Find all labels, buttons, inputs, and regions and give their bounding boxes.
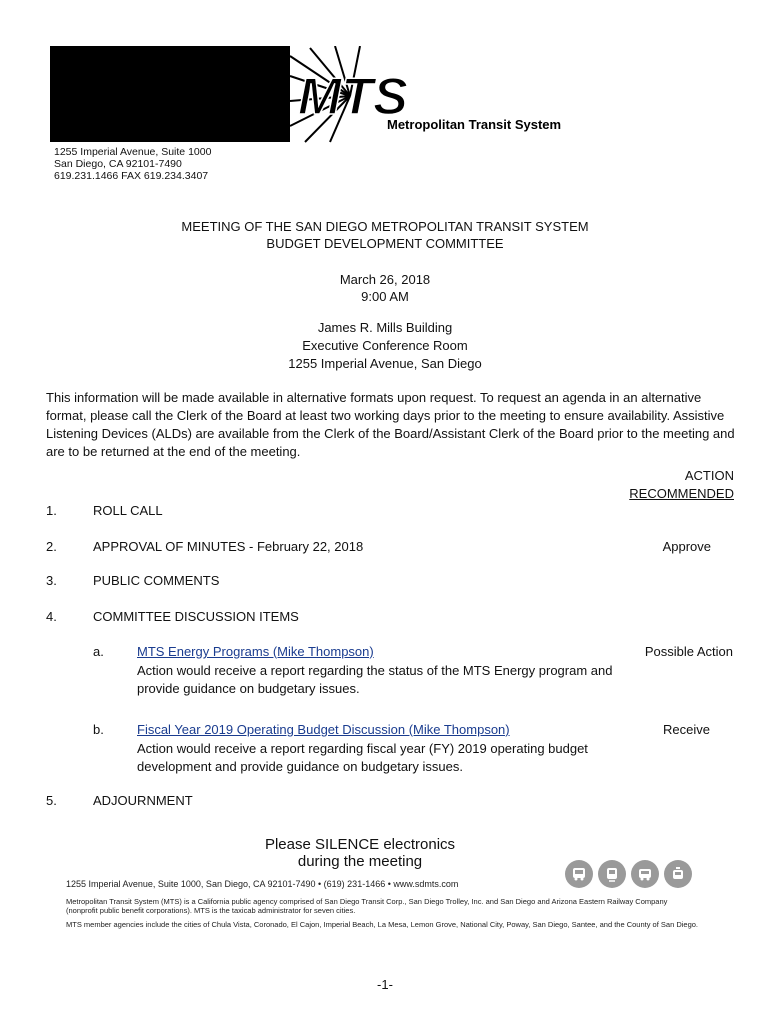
agenda-item-roll-call: ROLL CALL <box>93 503 163 518</box>
agenda-item-discussion: COMMITTEE DISCUSSION ITEMS <box>93 609 299 624</box>
agenda-item-public-comments: PUBLIC COMMENTS <box>93 573 220 588</box>
agenda-item-adjournment: ADJOURNMENT <box>93 793 193 808</box>
accessibility-notice: This information will be made available in alternative formats upon request. To request an agenda in an alternative format, please call the Clerk of the Board at least two working days prior to the meeting to ensure availability. Assistive Listening Devices (ALDs) are available from the Clerk of the Board/Assistant Clerk of the Board prior to the meeting and are to be returned at the end of the meeting. <box>46 390 735 459</box>
sub-item-description: Action would receive a report regarding the status of the MTS Energy program and provide guidance on budgetary issues. <box>137 663 613 696</box>
action-receive: Receive <box>663 722 710 737</box>
agenda-number: 2. <box>46 539 57 554</box>
action-header-line2: RECOMMENDED <box>629 486 734 501</box>
logo-text: MTS <box>298 68 408 126</box>
meeting-date: March 26, 2018 <box>339 272 431 287</box>
location-line2: Executive Conference Room <box>302 338 468 353</box>
agenda-number: 4. <box>46 609 57 624</box>
location-line3: 1255 Imperial Avenue, San Diego <box>288 356 482 371</box>
action-header-line1: ACTION <box>684 468 734 483</box>
footer-members: MTS member agencies include the cities of Chula Vista, Coronado, El Cajon, Imperial Beach, La Mesa, Lemon Grove, National City, Poway, San Diego, Santee, and the County of San Diego. <box>66 920 699 929</box>
brand-name: Metropolitan Transit System <box>387 117 562 132</box>
page-number: -1- <box>377 977 393 992</box>
footer-about-line1: Metropolitan Transit System (MTS) is a California public agency comprised of San Diego Transit Corp., San Diego Trolley, Inc. and San Diego and Arizona Eastern Railway Company <box>66 897 668 906</box>
address-block <box>54 146 211 182</box>
meeting-title-line2: BUDGET DEVELOPMENT COMMITTEE <box>266 236 504 251</box>
agenda-number: 1. <box>46 503 57 518</box>
mts-logo <box>50 46 408 142</box>
bus-icon <box>565 860 593 888</box>
meeting-time: 9:00 AM <box>361 289 409 304</box>
action-approve: Approve <box>662 539 711 554</box>
sub-item-letter: b. <box>93 722 104 737</box>
agenda-item-approval-minutes: APPROVAL OF MINUTES - February 22, 2018 <box>93 539 364 554</box>
sub-item-description: Action would receive a report regarding fiscal year (FY) 2019 operating budget development and provide guidance on budgetary issues. <box>137 741 588 774</box>
location-line1: James R. Mills Building <box>317 320 453 335</box>
footer-about-line2: (nonprofit public benefit corporations). MTS is the taxicab administrator for seven cities. <box>66 906 356 915</box>
address-line: San Diego, CA 92101-7490 <box>54 158 182 170</box>
meeting-title-line1: MEETING OF THE SAN DIEGO METROPOLITAN TRANSIT SYSTEM <box>181 219 589 234</box>
taxi-icon <box>664 860 692 888</box>
silence-notice-line1: Please SILENCE electronics <box>264 836 456 853</box>
agenda-number: 3. <box>46 573 57 588</box>
address-line: 1255 Imperial Avenue, Suite 1000 <box>54 146 212 158</box>
agenda-number: 5. <box>46 793 57 808</box>
silence-notice-line2: during the meeting <box>297 853 423 870</box>
action-possible: Possible Action <box>644 644 733 659</box>
sub-item-letter: a. <box>93 644 104 659</box>
phone-fax-line: 619.231.1466 FAX 619.234.3407 <box>54 170 209 182</box>
transit-icons <box>565 860 692 888</box>
footer-contact: 1255 Imperial Avenue, Suite 1000, San Diego, CA 92101-7490 • (619) 231-1466 • www.sdmts.com <box>66 879 459 889</box>
rail-icon <box>631 860 659 888</box>
fy2019-budget-link[interactable]: Fiscal Year 2019 Operating Budget Discussion (Mike Thompson) <box>137 722 510 737</box>
trolley-icon <box>598 860 626 888</box>
energy-programs-link[interactable]: MTS Energy Programs (Mike Thompson) <box>137 644 374 659</box>
